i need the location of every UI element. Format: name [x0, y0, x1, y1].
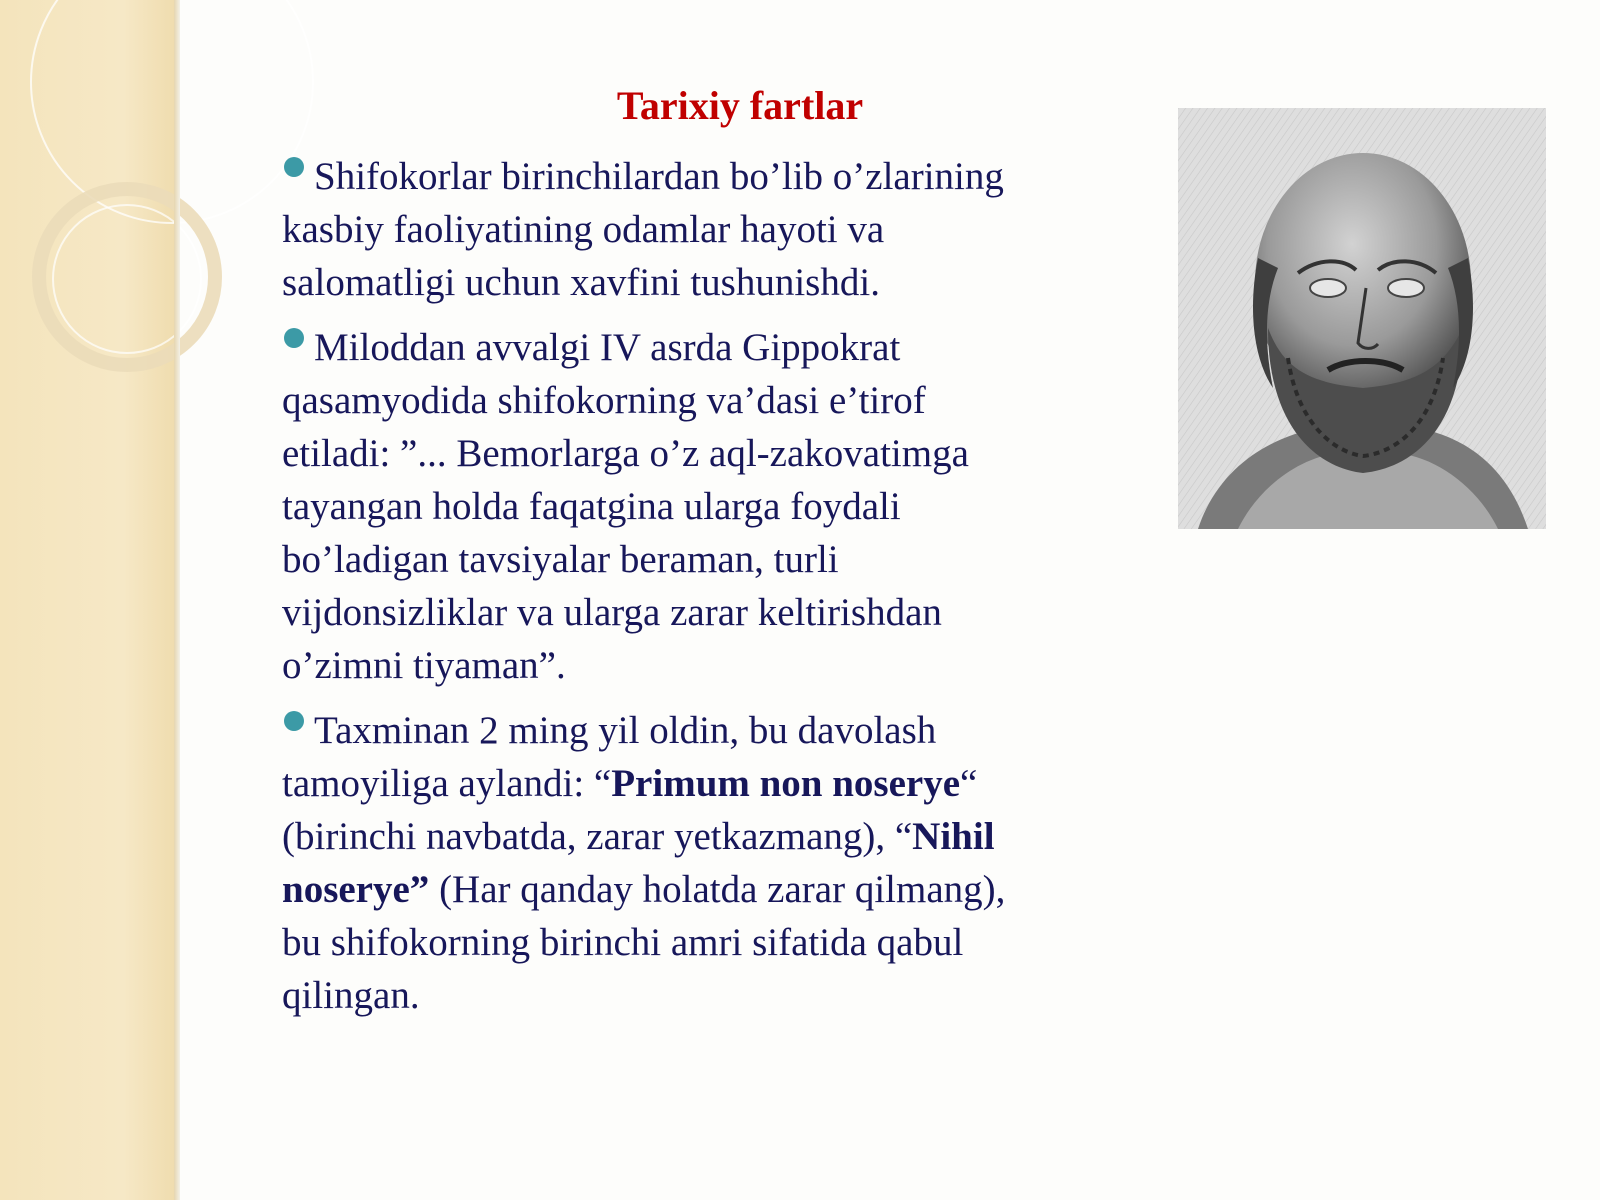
paragraph-line: Shifokorlar birinchilardan bo’lib o’zlarining	[314, 155, 1004, 198]
slide-title: Tarixiy fartlar	[616, 83, 864, 128]
paragraph-text: “	[960, 762, 978, 805]
paragraph-line: kasbiy faoliyatining odamlar hayoti va	[282, 208, 885, 251]
paragraph-line: o’zimni tiyaman”.	[282, 644, 566, 687]
bullet-dot-icon	[284, 711, 304, 731]
paragraph-line: qilingan.	[282, 974, 420, 1017]
paragraph-line: bo’ladigan tavsiyalar beraman, turli	[282, 538, 839, 581]
latin-phrase-nihil: Nihil	[912, 815, 995, 858]
paragraph-line: Taxminan 2 ming yil oldin, bu davolash	[314, 709, 937, 752]
side-band-edge	[174, 0, 180, 1200]
decorative-side-band	[0, 0, 176, 1200]
paragraph-text: tamoyiliga aylandi: “	[282, 762, 612, 805]
bullet-dot-icon	[284, 328, 304, 348]
paragraph-line: etiladi: ”... Bemorlarga o’z aql-zakovatimga	[282, 432, 969, 475]
bullet-paragraph-1	[282, 150, 1132, 309]
paragraph-text: (Har qanday holatda zarar qilmang),	[429, 868, 1006, 911]
slide-body	[282, 150, 1132, 1034]
bullet-paragraph-2	[282, 321, 1132, 692]
paragraph-line: tayangan holda faqatgina ularga foydali	[282, 485, 901, 528]
paragraph-line: Miloddan avvalgi IV asrda Gippokrat	[314, 326, 901, 369]
paragraph-text: (birinchi navbatda, zarar yetkazmang), “	[282, 815, 913, 858]
latin-phrase-noserye: noserye”	[282, 868, 430, 911]
paragraph-line: vijdonsizliklar va ularga zarar keltirishdan	[282, 591, 942, 634]
latin-phrase-primum: Primum non noserye	[611, 762, 961, 805]
decorative-ring	[30, 0, 314, 224]
bullet-paragraph-3	[282, 704, 1132, 1022]
hippocrates-bust-portrait	[1178, 108, 1546, 529]
portrait-drawing	[1178, 108, 1546, 529]
paragraph-line: salomatligi uchun xavfini tushunishdi.	[282, 261, 880, 304]
paragraph-line: qasamyodida shifokorning va’dasi e’tirof	[282, 379, 926, 422]
paragraph-line: bu shifokorning birinchi amri sifatida qabul	[282, 921, 964, 964]
bullet-dot-icon	[284, 157, 304, 177]
